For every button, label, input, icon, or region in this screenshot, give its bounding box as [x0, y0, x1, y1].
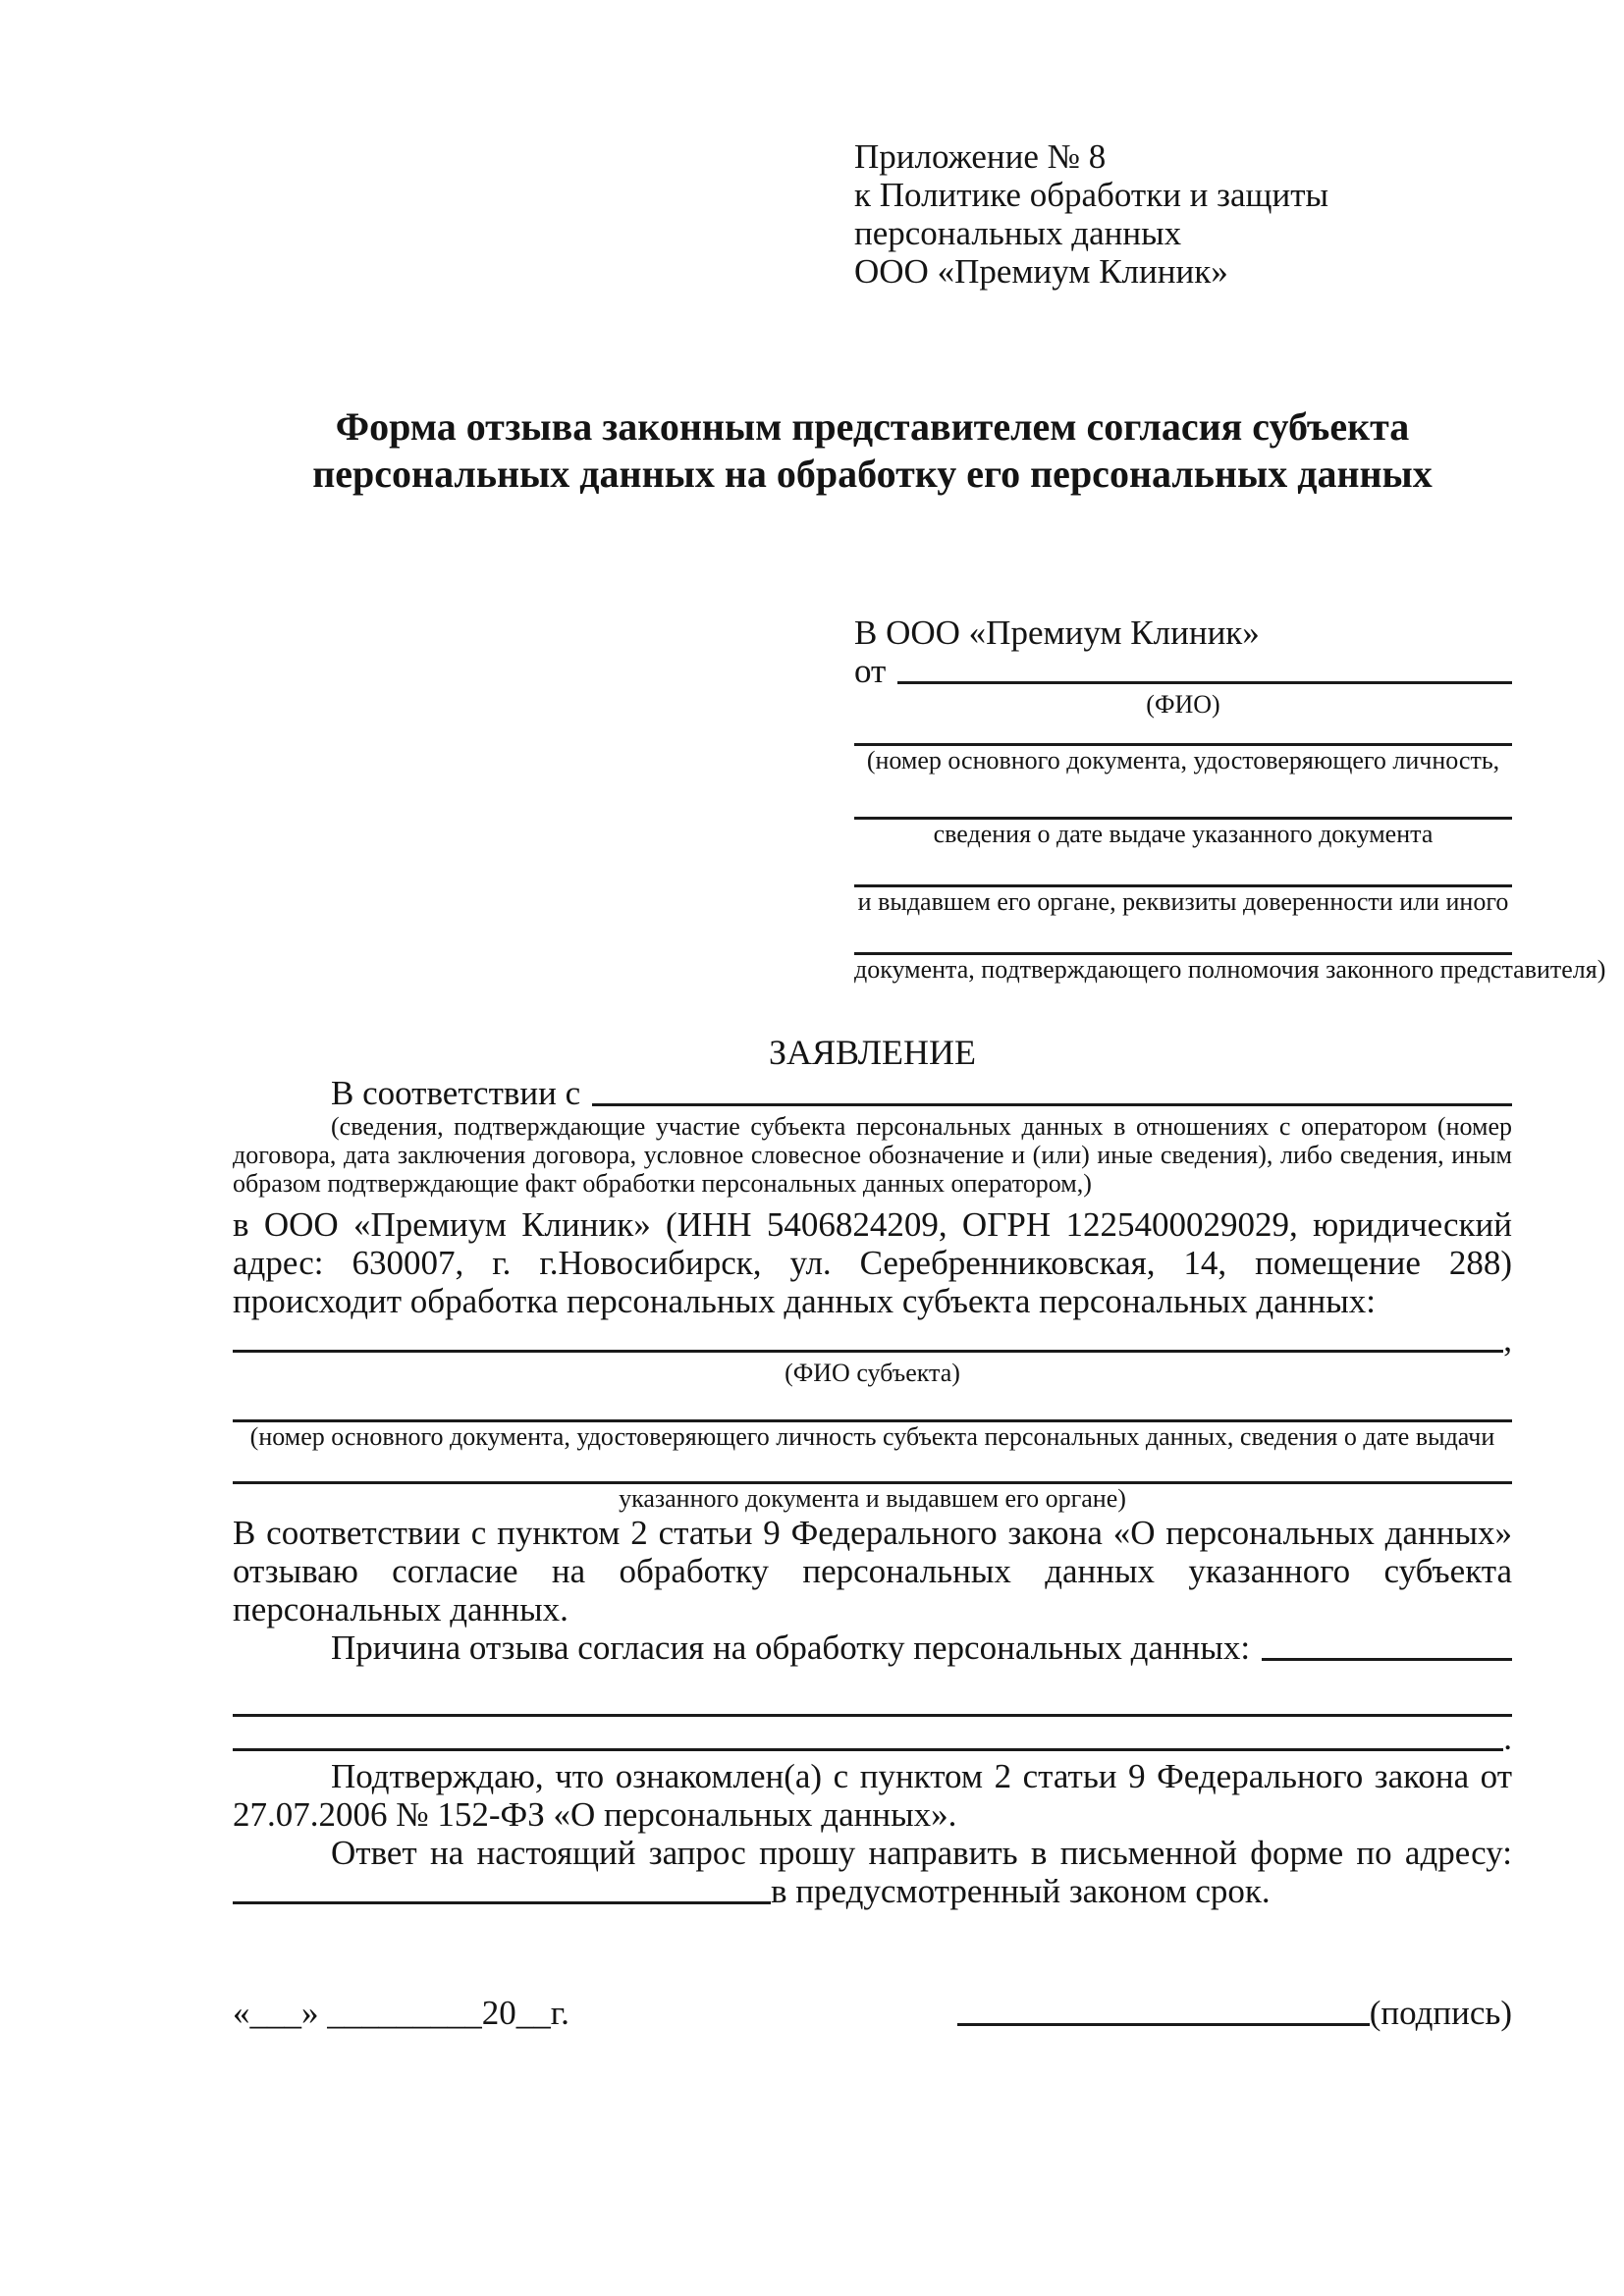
from-label: от: [854, 652, 887, 690]
reason-blank-line: [1262, 1629, 1512, 1661]
appendix-header: [854, 137, 1512, 291]
document-title: Форма отзыва законным представителем согласия субъекта персональных данных на обработку его персональных данных: [312, 404, 1433, 496]
accordance-note: (сведения, подтверждающие участие субъекта персональных данных в отношениях с оператором (номер договора, дата заключения договора, условное словесное обозначение и (или) иные сведения), либо сведения, иным образом подтверждающие факт обработки персональных данных оператором,): [233, 1112, 1512, 1198]
doc-caption: документа, подтверждающего полномочия законного представителя): [854, 955, 1606, 984]
operator-paragraph: в ООО «Премиум Клиник» (ИНН 5406824209, ОГРН 1225400029029, юридический адрес: 630007, г. г.Новосибирск, ул. Серебренниковская, 14, помещение 288) происходит обработка персональных данных субъекта персональных данных:: [233, 1205, 1512, 1320]
accordance-blank-line: [592, 1074, 1512, 1106]
subject-doc-caption: указанного документа и выдавшем его органе): [619, 1484, 1126, 1513]
addressee-organization: В ООО «Премиум Клиник»: [854, 614, 1260, 652]
subject-fio-row: [233, 1320, 1512, 1359]
reply-address-blank-line: [233, 1872, 771, 1904]
addressee-block: [854, 614, 1606, 985]
acknowledgment-paragraph: Подтверждаю, что ознакомлен(а) с пунктом 2 статьи 9 Федерального закона от 27.07.2006 № 152-ФЗ «О персональных данных».: [233, 1757, 1512, 1834]
doc-caption: (номер основного документа, удостоверяющего личность,: [866, 746, 1500, 774]
fio-caption: (ФИО): [1146, 690, 1220, 719]
subject-fio-caption: (ФИО субъекта): [785, 1359, 960, 1387]
doc-authority-blank-line: [854, 849, 1512, 887]
appendix-header-line: Приложение № 8: [854, 137, 1107, 176]
from-name-blank-line: [897, 652, 1512, 684]
appendix-header-line: ООО «Премиум Клиник»: [854, 252, 1228, 291]
doc-caption: и выдавшем его органе, реквизиты доверенности или иного: [857, 887, 1509, 916]
reason-extra-blank-line: [233, 1667, 1512, 1717]
withdrawal-paragraph: В соответствии с пунктом 2 статьи 9 Федерального закона «О персональных данных» отзываю согласие на обработку персональных данных указанного субъекта персональных данных.: [233, 1514, 1512, 1629]
subject-doc-caption: (номер основного документа, удостоверяющего личность субъекта персональных данных, сведения о дате выдачи: [249, 1422, 1495, 1451]
signature-row: [957, 1994, 1512, 2032]
signature-footer: [233, 1994, 1512, 2032]
accordance-field-row: [233, 1074, 1512, 1112]
date-line: «___» _________20__г.: [233, 1994, 569, 2032]
signature-caption: (подпись): [1369, 1994, 1512, 2032]
doc-caption: сведения о дате выдаче указанного документа: [933, 820, 1434, 848]
statement-heading: ЗАЯВЛЕНИЕ: [768, 1033, 977, 1072]
reply-request-line: Ответ на настоящий запрос прошу направить в письменной форме по адресу:: [331, 1834, 1512, 1872]
subject-fio-blank-line: [233, 1320, 1503, 1353]
trailing-comma: ,: [1503, 1320, 1512, 1359]
doc-number-blank-line: [854, 720, 1512, 746]
reply-address-row: [233, 1872, 1512, 1910]
from-field-row: [854, 652, 1512, 690]
appendix-header-line: к Политике обработки и защиты: [854, 176, 1329, 214]
reason-extra-blank-line: [233, 1719, 1503, 1751]
subject-doc-blank-line: [233, 1388, 1512, 1422]
reply-tail-text: в предусмотренный законом срок.: [771, 1872, 1271, 1910]
appendix-header-line: персональных данных: [854, 214, 1182, 252]
trailing-period: .: [1503, 1719, 1512, 1757]
reason-extra-row: [233, 1719, 1512, 1757]
doc-issue-date-blank-line: [854, 775, 1512, 820]
reason-field-row: [233, 1629, 1512, 1667]
subject-doc-authority-blank-line: [233, 1452, 1512, 1484]
accordance-label: В соответствии с: [331, 1074, 581, 1112]
reason-label: Причина отзыва согласия на обработку персональных данных:: [331, 1629, 1251, 1667]
doc-powers-blank-line: [854, 917, 1512, 955]
signature-blank-line: [957, 1994, 1370, 2026]
